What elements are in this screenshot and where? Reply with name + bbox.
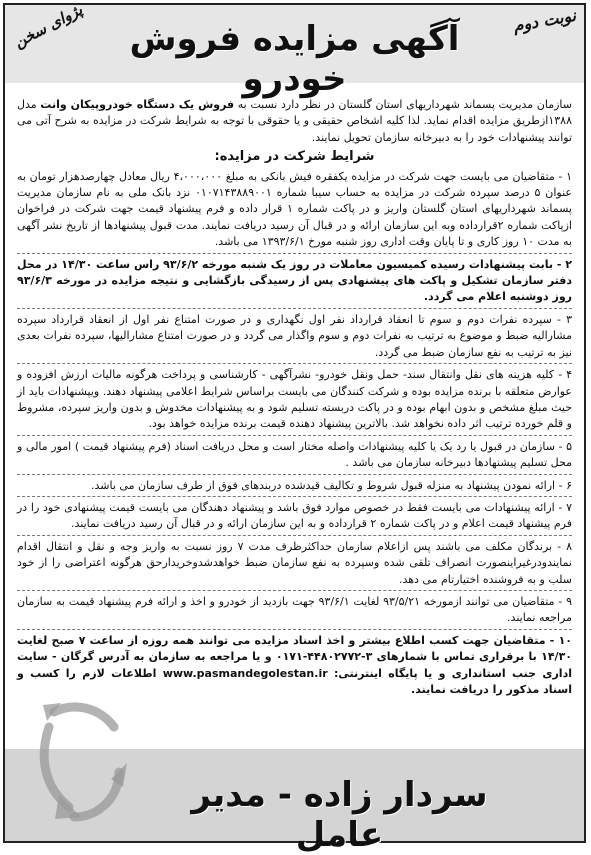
ad-frame [3,0,586,855]
condition-7: ۷ - ارائه پیشنهادات می بایست فقط در خصوص موارد فوق باشد و پیشنهاد دهندگان می بایست قیمت پیشنهادی خود را در فرم پیشنهاد قیمت اعلام و در پاکت شماره ۲ قرارداده و به این سازمان ارائه و در قبال آن رسید دریافت نمایند. [17,500,572,536]
signature: سردار زاده - مدیر عامل [191,775,488,855]
condition-10: ۱۰ - متقاضیان جهت کسب اطلاع بیشتر و اخذ اسناد مزایده می توانند همه روزه از ساعت ۷ صبح لغایت ۱۴/۳۰ با برقراری تماس با شمارهای ۳-۴۴۸۰۲۷۷۲-۰۱۷۱ و یا مراجعه به سازمان به آدرس گرگان - سایت اداری جنب استانداری و یا پایگاه اینترنتی: www.pasmandegolestan.ir اطلاعات لازم را کسب و اسناد مذکور را دریافت نمایند. [17,633,572,696]
ad-title: آگهی مزایده فروش خودرو [129,19,460,99]
ad-header [5,0,584,99]
condition-5: ۵ - سازمان در قبول یا رد یک یا کلیه پیشنهادات واصله مختار است و محل دریافت اسناد (فرم پیشنهاد قیمت ) امور مالی و محل تسلیم پیشنهادها دبیرخانه سازمان می باشد . [17,439,572,475]
intro-part-1: سازمان مدیریت پسماند شهرداریهای استان گلستان در نظر دارد نسبت به [234,98,572,111]
condition-2: ۲ - بابت پیشنهادات رسیده کمیسیون معاملات در روز یک شنبه مورخه ۹۳/۶/۲ راس ساعت ۱۴/۳۰ در محل دفتر سازمان تشکیل و پاکت های پیشنهادی پس از رسیدگی بازگشایی و نتیجه مزایده در مورخه ۹۳/۶/۳ روز دوشنبه اعلام می گردد. [17,257,572,309]
condition-6: ۶ - ارائه نمودن پیشنهاد به منزله قبول شروط و تکالیف قیدشده دربندهای فوق از طرف سازمان می باشد. [17,478,572,497]
condition-3: ۳ - سپرده نفرات دوم و سوم تا انعقاد قرارداد نفر اول نگهداری و در صورت امتناع نفر اول از انعقاد قرارداد سپرده مشارالیه ضبط و موضوع به ترتیب به نفرات دوم و سوم واگذار می گردد و در صورت امتناع مشارالیها، سپرده نفرات بعدی نیز به ترتیب به نفع سازمان ضبط می گردد. [17,312,572,364]
condition-9: ۹ - متقاضیان می توانند ازمورخه ۹۳/۵/۲۱ لغایت ۹۳/۶/۱ جهت بازدید از خودرو و اخذ و ارائه فرم پیشنهاد قیمت به سازمان مراجعه نمایند. [17,594,572,630]
round-label: نوبت دوم [511,5,578,36]
recycle-icon [19,667,129,827]
publisher-label: پژوای سخن [11,0,86,52]
condition-4: ۴ - کلیه هزینه های نقل وانتقال سند- حمل ونقل خودرو- نشرآگهی - کارشناسی و پرداخت هرگونه مالیات ارزش افزوده و عوارض متعلقه با برنده مزایده بوده و شرکت کنندگان می بایست براساس شرایط اعلامی پیشنهاد دهند. ویپشنهادات باید از حیث مبلغ مشخص و بدون ابهام بوده و در پاکت دربسته تسلیم شود و به پیشنهادات مخدوش و بدون واریز سپرده، مشروط و قلم خورده ترتیب اثر داده نخواهد شد. بالاترین پیشنهاد دهنده قیمت برنده مزایده خواهد بود. [17,367,572,436]
intro-part-2: مدل ۱۳۸۸ازطریق مزایده اقدام نماید. لذا کلیه اشخاص حقیقی و یا حقوقی با توجه به شرایط شرکت در مزایده به شرح آتی می توانند پیشنهادات خود را به دبیرخانه سازمان تحویل نمایند. [17,98,572,144]
intro-paragraph [17,97,572,146]
intro-highlight: فروش یک دستگاه خودروپیکان وانت [40,98,235,111]
ad-body [17,97,572,703]
conditions-title: شرایط شرکت در مزایده: [214,149,375,165]
condition-1: ۱ - متقاضیان می بایست جهت شرکت در مزایده یکفقره فیش بانکی به مبلغ ۴،۰۰۰،۰۰۰ ریال معادل چهارصدهزار تومان به عنوان ۵ درصد سپرده شرکت در مزایده به حساب سیبا شماره ۰۱۰۷۱۴۳۸۸۹۰۰۱ نزد بانک ملی به نام سازمان مدیریت پسماند شهرداریهای استان گلستان واریز و در پاکت شماره ۱ قرار داده و فرم پیشنهاد قیمت جهت شرکت در فراخوان ازپاکت شماره ۲قرارداده وبه این سازمان ارائه و در قبال آن رسید دریافت نمایند. مدت قبول پیشنهادها از تاریخ نشر آگهی به مدت ۱۰ روز کاری و تا پایان وقت اداری روز شنبه مورخ ۱۳۹۳/۶/۱ می باشد. [17,169,572,254]
condition-8: ۸ - برندگان مکلف می باشند پس ازاعلام سازمان حداکثرظرف مدت ۷ روز نسبت به واریز وجه و نقل و انتقال اقدام نمایندودرغیراینصورت انصراف تلقی شده وسپرده به نفع سازمان ضبط خواهدشدوخریدارحق هرگونه اعتراضی را از خود سلب و به فروشنده اختیارتام می دهد. [17,539,572,591]
